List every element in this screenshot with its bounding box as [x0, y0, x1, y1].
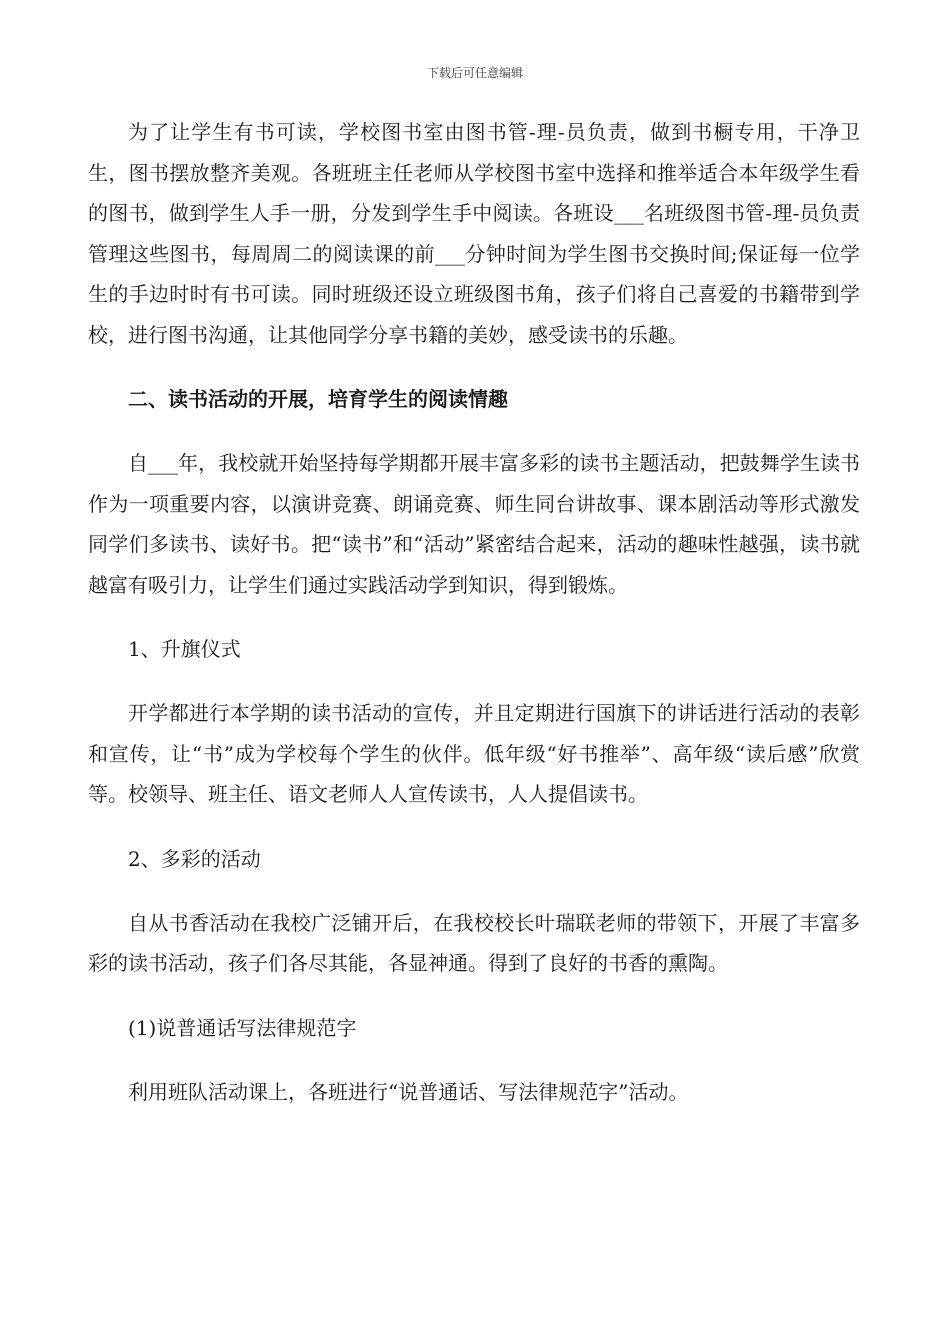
paragraph-library-management: 为了让学生有书可读，学校图书室由图书管-理-员负责，做到书橱专用，干净卫生，图书摆放整齐美观。各班班主任老师从学校图书室中选择和推举适合本年级学生看的图书，做到学生人手一册，分发到学生手中阅读。各班设___名班级图书管-理-员负责管理这些图书，每周周二的阅读课的前___分钟时间为学生图书交换时间;保证每一位学生的手边时时有书可读。同时班级还设立班级图书角，孩子们将自己喜爱的书籍带到学校，进行图书沟通，让其他同学分享书籍的美妙，感受读书的乐趣。	[88, 120, 860, 347]
header-note: 下载后可任意编辑	[426, 66, 523, 80]
paragraph-gap	[88, 815, 860, 839]
paragraph-gap	[88, 355, 860, 379]
subheading-flag-ceremony: 1、升旗仪式	[128, 637, 241, 661]
section-heading-reading-activities: 二、读书活动的开展，培育学生的阅读情趣	[128, 387, 508, 411]
paragraph-colorful-activities: 自从书香活动在我校广泛铺开后，在我校校长叶瑞联老师的带领下，开展了丰富多彩的读书活动，孩子们各尽其能，各显神通。得到了良好的书香的熏陶。	[88, 910, 860, 975]
paragraph-mandarin-writing: 利用班队活动课上，各班进行“说普通话、写法律规范字”活动。	[128, 1079, 689, 1104]
subheading-mandarin-writing: (1)说普通话写法律规范字	[128, 1015, 357, 1040]
paragraph-gap	[88, 984, 860, 1008]
document-body	[88, 112, 860, 1112]
paragraph-gap	[88, 1048, 860, 1072]
paragraph-flag-ceremony: 开学都进行本学期的读书活动的宣传，并且定期进行国旗下的讲话进行活动的表彰和宣传，让“书”成为学校每个学生的伙伴。低年级“好书推举”、高年级“读后感”欣赏等。校领导、班主任、语文老师人人宣传读书，人人提倡读书。	[88, 701, 860, 806]
paragraph-gap	[88, 669, 860, 693]
paragraph-reading-themes: 自___年，我校就开始坚持每学期都开展丰富多彩的读书主题活动，把鼓舞学生读书作为一项重要内容，以演讲竞赛、朗诵竞赛、师生同台讲故事、课本剧活动等形式激发同学们多读书、读好书。把“读书”和“活动”紧密结合起来，活动的趣味性越强，读书就越富有吸引力，让学生们通过实践活动学到知识，得到锻炼。	[88, 451, 860, 597]
paragraph-gap	[88, 605, 860, 629]
paragraph-gap	[88, 419, 860, 443]
paragraph-gap	[88, 879, 860, 903]
subheading-colorful-activities: 2、多彩的活动	[128, 846, 261, 871]
